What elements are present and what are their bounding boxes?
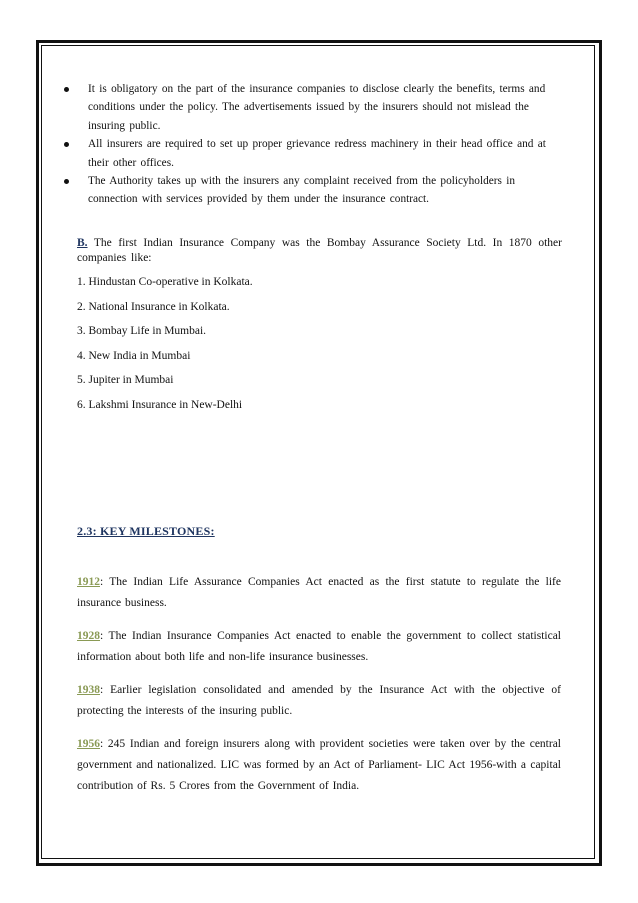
milestones-list	[77, 572, 561, 809]
milestone-text: : The Indian Insurance Companies Act enacted to enable the government to collect statistical information about both life and non-life insurance businesses.	[77, 630, 561, 663]
milestone-item	[77, 734, 561, 797]
milestones-heading: 2.3: KEY MILESTONES:	[77, 524, 215, 538]
company-item: 6. Lakshmi Insurance in New-Delhi	[77, 398, 243, 411]
bullet-dot-icon	[64, 179, 69, 184]
bullet-item	[62, 172, 562, 209]
section-b	[77, 236, 562, 417]
bullet-text: All insurers are required to set up proper grievance redress machinery in their head office and at their other offices.	[88, 138, 546, 169]
milestone-item	[77, 626, 561, 668]
milestone-item	[77, 680, 561, 722]
milestone-year: 1928	[77, 630, 100, 642]
milestone-text: : 245 Indian and foreign insurers along with provident societies were taken over by the central government and nationalized. LIC was formed by an Act of Parliament- LIC Act 1956-with a capital contribution of Rs. 5 Crores from the Government of India.	[77, 738, 561, 792]
bullet-text: The Authority takes up with the insurers any complaint received from the policyholders in connection with services provided by them under the insurance contract.	[88, 175, 516, 206]
company-item: 2. National Insurance in Kolkata.	[77, 300, 230, 313]
company-item: 5. Jupiter in Mumbai	[77, 374, 174, 386]
obligations-bullet-list	[62, 80, 562, 209]
bullet-text: It is obligatory on the part of the insurance companies to disclose clearly the benefits, terms and conditions under the policy. The advertisements issued by the insurers should not mislead the insuring public.	[88, 83, 546, 132]
milestone-year: 1956	[77, 738, 100, 750]
section-b-intro	[77, 236, 562, 266]
bullet-dot-icon	[64, 142, 69, 147]
bullet-dot-icon	[64, 87, 69, 92]
company-item: 1. Hindustan Co-operative in Kolkata.	[77, 276, 253, 288]
companies-list	[77, 270, 562, 417]
bullet-item	[62, 135, 562, 172]
milestone-year: 1912	[77, 576, 100, 588]
bullet-item	[62, 80, 562, 135]
section-b-intro-text: The first Indian Insurance Company was the Bombay Assurance Society Ltd. In 1870 other companies like:	[77, 237, 562, 264]
company-item: 3. Bombay Life in Mumbai.	[77, 325, 207, 337]
milestone-text: : The Indian Life Assurance Companies Act enacted as the first statute to regulate the life insurance business.	[77, 576, 561, 609]
milestone-year: 1938	[77, 684, 100, 696]
milestone-text: : Earlier legislation consolidated and amended by the Insurance Act with the objective of protecting the interests of the insuring public.	[77, 684, 561, 717]
company-item: 4. New India in Mumbai	[77, 349, 191, 362]
milestone-item	[77, 572, 561, 614]
section-b-label: B.	[77, 237, 88, 249]
